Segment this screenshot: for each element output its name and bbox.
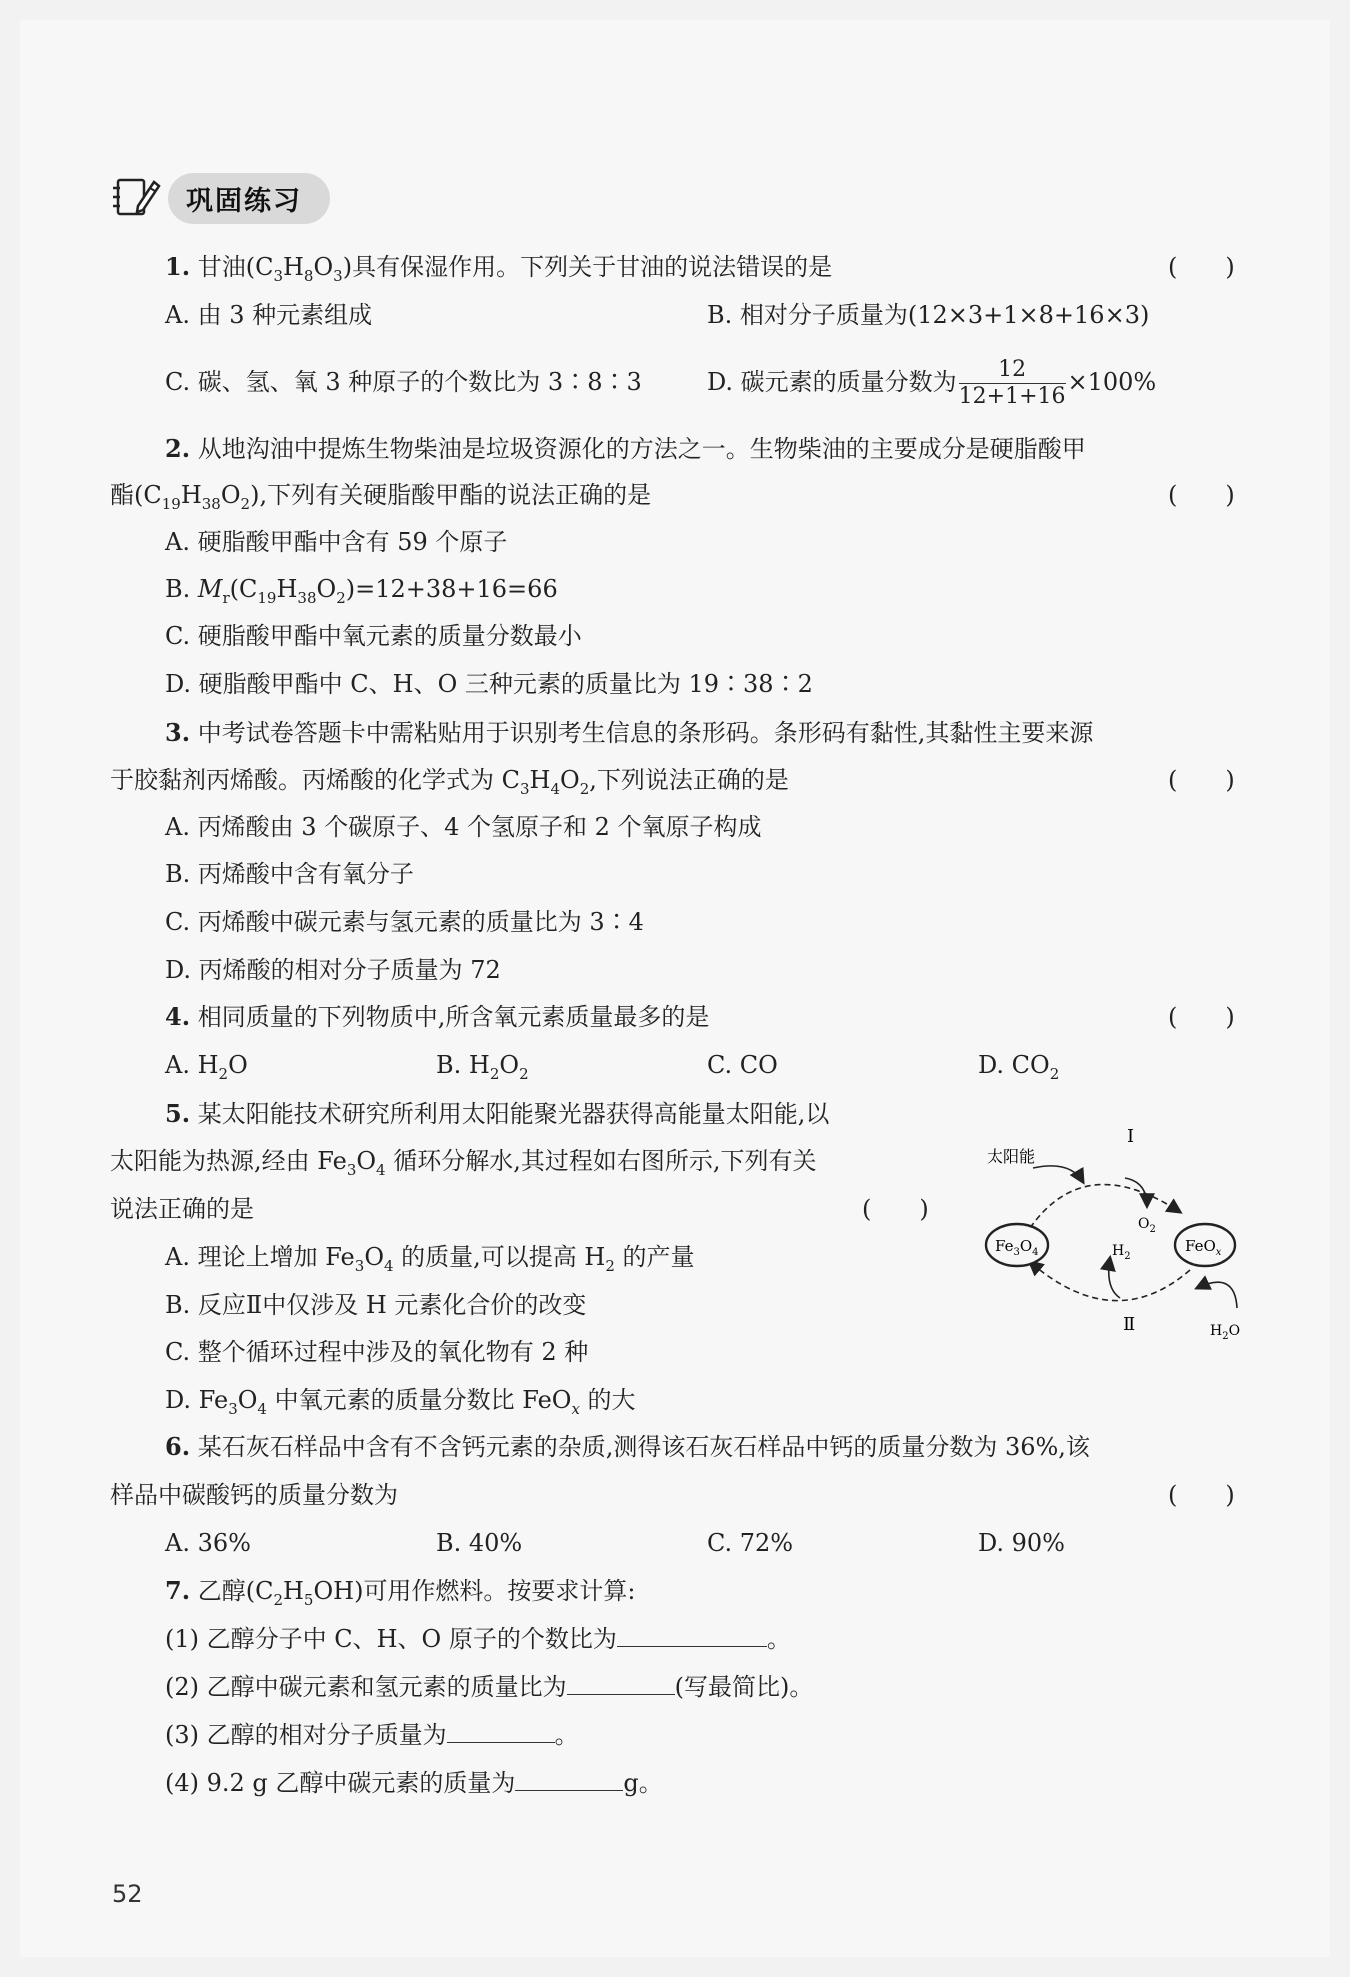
q3-option-d: D. 丙烯酸的相对分子质量为 72 <box>165 956 501 984</box>
q4-option-b: B. $H_2O_2$ <box>436 1051 529 1083</box>
q5-answer-paren: ( ) <box>862 1195 929 1223</box>
q7-part-2: (2) 乙醇中碳元素和氢元素的质量比为 (写最简比)。 <box>165 1670 813 1704</box>
q4-stem: 4. 相同质量的下列物质中,所含氧元素质量最多的是 <box>165 1002 710 1031</box>
q5-option-a: A. 理论上增加 $Fe_3O_4$ 的质量,可以提高 $H_2$ 的产量 <box>165 1243 695 1275</box>
q2-stem-line1: 2. 从地沟油中提炼生物柴油是垃圾资源化的方法之一。生物柴油的主要成分是硬脂酸甲 <box>165 434 1086 463</box>
q7-part-1: (1) 乙醇分子中 C、H、O 原子的个数比为 。 <box>165 1622 791 1656</box>
q7-part-3-blank[interactable] <box>447 1718 555 1743</box>
section-header <box>110 170 330 226</box>
q6-answer-paren: ( ) <box>1168 1481 1235 1509</box>
q2-option-c: C. 硬脂酸甲酯中氧元素的质量分数最小 <box>165 622 582 650</box>
q5-stem-line1: 5. 某太阳能技术研究所利用太阳能聚光器获得高能量太阳能,以 <box>165 1099 830 1128</box>
diagram-h2-label: $H_2$ <box>1112 1243 1131 1262</box>
q2-option-b: B. $M_r(C_{19}H_{38}O_2)=12+38+16=66$ <box>165 575 558 607</box>
diagram-o2-arrow <box>1125 1178 1147 1206</box>
q2-answer-paren: ( ) <box>1168 481 1235 509</box>
q2-option-d: D. 硬脂酸甲酯中 C、H、O 三种元素的质量比为 19∶38∶2 <box>165 670 813 698</box>
pencil-notebook-icon <box>110 172 162 224</box>
diagram-reaction-2-label: Ⅱ <box>1123 1314 1136 1335</box>
page-number: 52 <box>112 1880 143 1908</box>
q4-option-c: C. CO <box>707 1051 778 1079</box>
q7-part-4-blank[interactable] <box>515 1766 623 1791</box>
q1-option-a: A. 由 3 种元素组成 <box>165 301 373 329</box>
diagram-fe3o4-label: $Fe_3O_4$ <box>995 1237 1039 1258</box>
q6-stem-line2: 样品中碳酸钙的质量分数为 <box>110 1481 398 1509</box>
section-title: 巩固练习 <box>168 173 330 224</box>
q2-option-a: A. 硬脂酸甲酯中含有 59 个原子 <box>165 528 508 556</box>
diagram-h2-arrow <box>1109 1258 1120 1298</box>
q7-stem: 7. 乙醇$(C_2H_5OH)$可用作燃料。按要求计算: <box>165 1576 636 1609</box>
diagram-feox-label: FeO$_x$ <box>1185 1237 1222 1258</box>
q6-option-c: C. 72% <box>707 1529 794 1557</box>
q1-stem: 1. 甘油$(C_3H_8O_3)$具有保湿作用。下列关于甘油的说法错误的是 <box>165 252 833 285</box>
q1-answer-paren: ( ) <box>1168 253 1235 281</box>
q3-stem-line2: 于胶黏剂丙烯酸。丙烯酸的化学式为 $C_3H_4O_2$,下列说法正确的是 <box>110 766 789 798</box>
q3-option-c: C. 丙烯酸中碳元素与氢元素的质量比为 3∶4 <box>165 908 644 936</box>
diagram-sun-label: 太阳能 <box>987 1147 1036 1166</box>
q7-part-3: (3) 乙醇的相对分子质量为 。 <box>165 1718 579 1752</box>
q6-stem-line1: 6. 某石灰石样品中含有不含钙元素的杂质,测得该石灰石样品中钙的质量分数为 36%,该 <box>165 1432 1090 1461</box>
q6-option-d: D. 90% <box>978 1529 1065 1557</box>
q5-option-b: B. 反应Ⅱ中仅涉及 H 元素化合价的改变 <box>165 1291 587 1319</box>
q1-option-c: C. 碳、氢、氧 3 种原子的个数比为 3∶8∶3 <box>165 368 642 396</box>
diagram-reaction-1-label: Ⅰ <box>1127 1126 1135 1147</box>
q4-option-a: A. $H_2O$ <box>165 1051 248 1083</box>
q1-option-b: B. 相对分子质量为(12×3+1×8+16×3) <box>707 301 1150 329</box>
q5-stem-line3: 说法正确的是 <box>110 1195 254 1223</box>
diagram-sun-arrow <box>1033 1166 1083 1182</box>
q5-option-c: C. 整个循环过程中涉及的氧化物有 2 种 <box>165 1338 589 1366</box>
q3-option-b: B. 丙烯酸中含有氧分子 <box>165 860 414 888</box>
q2-stem-line2: 酯$(C_{19}H_{38}O_2)$,下列有关硬脂酸甲酯的说法正确的是 <box>110 481 652 513</box>
fe3o4-cycle-diagram <box>975 1120 1265 1350</box>
q4-answer-paren: ( ) <box>1168 1003 1235 1031</box>
q7-part-4: (4) 9.2 g 乙醇中碳元素的质量为 g。 <box>165 1766 663 1800</box>
q6-option-b: B. 40% <box>436 1529 523 1557</box>
fraction: $\frac{12}{12+1+16}$ <box>958 357 1066 409</box>
q6-option-a: A. 36% <box>165 1529 251 1557</box>
q3-answer-paren: ( ) <box>1168 766 1235 794</box>
q4-option-d: D. $CO_2$ <box>978 1051 1060 1083</box>
diagram-o2-label: $O_2$ <box>1138 1216 1156 1235</box>
q7-part-1-blank[interactable] <box>617 1622 767 1647</box>
q7-part-2-blank[interactable] <box>567 1670 675 1695</box>
q5-option-d: D. $Fe_3O_4$ 中氧元素的质量分数比 FeO$_x$ 的大 <box>165 1386 636 1418</box>
diagram-h2o-label: $H_2O$ <box>1210 1323 1241 1342</box>
q3-stem-line1: 3. 中考试卷答题卡中需粘贴用于识别考生信息的条形码。条形码有黏性,其黏性主要来源 <box>165 718 1094 747</box>
q3-option-a: A. 丙烯酸由 3 个碳原子、4 个氢原子和 2 个氧原子构成 <box>165 813 762 841</box>
q5-stem-line2: 太阳能为热源,经由 $Fe_3O_4$ 循环分解水,其过程如右图所示,下列有关 <box>110 1147 817 1179</box>
diagram-h2o-arrow <box>1197 1282 1237 1308</box>
diagram-top-arc-arrow <box>1030 1185 1180 1228</box>
q1-option-d: D. 碳元素的质量分数为 $\frac{12}{12+1+16}$ ×100% <box>707 357 1157 409</box>
